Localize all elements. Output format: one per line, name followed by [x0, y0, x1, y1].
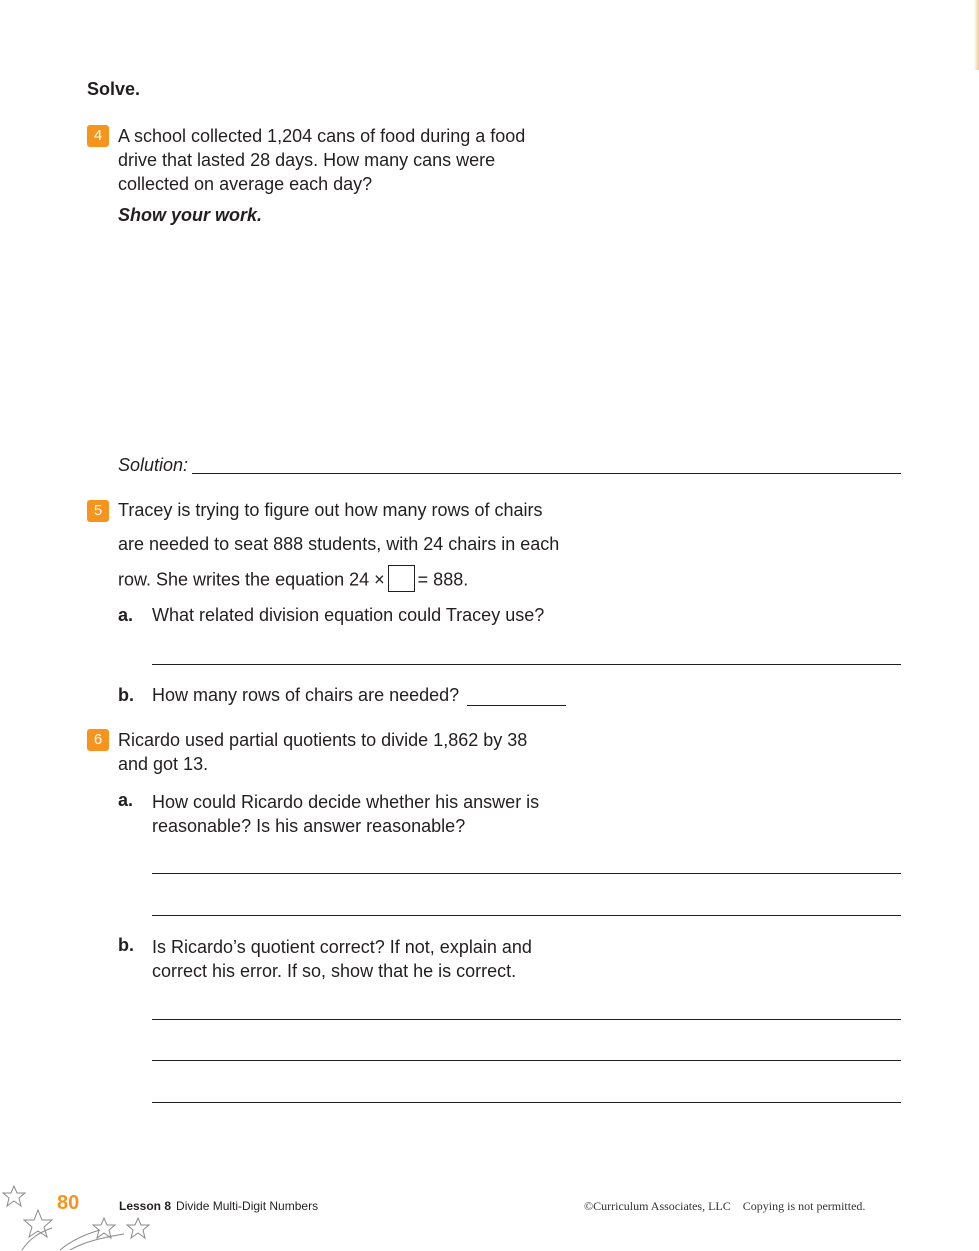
question-4-prompt — [118, 124, 568, 196]
question-5-line: Tracey is trying to figure out how many rows of chairs — [118, 500, 543, 520]
page-edge-tab — [974, 0, 979, 70]
answer-line[interactable] — [152, 1102, 901, 1103]
answer-line[interactable] — [152, 1060, 901, 1061]
part-b-line: Is Ricardo’s quotient correct? If not, explain and — [152, 937, 532, 957]
question-4-number-badge: 4 — [87, 125, 109, 147]
part-b-prompt — [152, 935, 572, 983]
lesson-label: Lesson 8 — [119, 1199, 172, 1213]
copy-notice: Copying is not permitted. — [742, 1199, 866, 1213]
page-number: 80 — [57, 1192, 80, 1214]
equation-left: row. She writes the equation 24 × — [118, 569, 385, 590]
question-5-equation-line — [118, 567, 468, 594]
part-a-prompt: What related division equation could Tracey use? — [152, 605, 545, 625]
show-work-instruction: Show your work. — [118, 205, 263, 225]
question-6-prompt — [118, 728, 568, 776]
part-a-prompt — [152, 790, 572, 838]
answer-line[interactable] — [152, 1019, 901, 1020]
copyright: ©Curriculum Associates, LLC — [584, 1199, 731, 1213]
part-a-label: a. — [118, 605, 134, 625]
question-4-line: drive that lasted 28 days. How many cans were — [118, 150, 496, 170]
question-4-line: A school collected 1,204 cans of food during a food — [118, 126, 526, 146]
star-icon — [93, 1218, 115, 1238]
answer-line[interactable] — [467, 705, 566, 706]
question-6-line: and got 13. — [118, 754, 209, 774]
part-b-line: correct his error. If so, show that he is correct. — [152, 961, 517, 981]
lesson-title: Divide Multi-Digit Numbers — [176, 1199, 319, 1213]
part-a-label: a. — [118, 790, 134, 810]
unknown-box[interactable] — [388, 565, 415, 592]
part-b-label: b. — [118, 685, 134, 705]
part-a-line: reasonable? Is his answer reasonable? — [152, 816, 466, 836]
solution-label: Solution: — [118, 455, 189, 475]
part-b-prompt: How many rows of chairs are needed? — [152, 685, 460, 705]
star-icon — [3, 1186, 25, 1206]
answer-line[interactable] — [152, 873, 901, 874]
question-6-line: Ricardo used partial quotients to divide 1,862 by 38 — [118, 730, 528, 750]
shooting-stars-icon — [0, 1180, 160, 1251]
question-5-number-badge: 5 — [87, 500, 109, 522]
star-icon — [24, 1210, 52, 1237]
answer-line[interactable] — [152, 664, 901, 665]
solution-answer-line[interactable] — [192, 473, 901, 474]
star-icon — [127, 1218, 149, 1238]
question-4-line: collected on average each day? — [118, 174, 373, 194]
part-b-label: b. — [118, 935, 134, 955]
part-a-line: How could Ricardo decide whether his answer is — [152, 792, 540, 812]
answer-line[interactable] — [152, 915, 901, 916]
question-5-line: are needed to seat 888 students, with 24 chairs in each — [118, 534, 560, 554]
section-heading: Solve. — [87, 79, 141, 99]
question-6-number-badge: 6 — [87, 729, 109, 751]
lesson-info — [119, 1199, 318, 1213]
copyright-notice — [584, 1199, 865, 1214]
equation-right: = 888. — [417, 569, 469, 590]
